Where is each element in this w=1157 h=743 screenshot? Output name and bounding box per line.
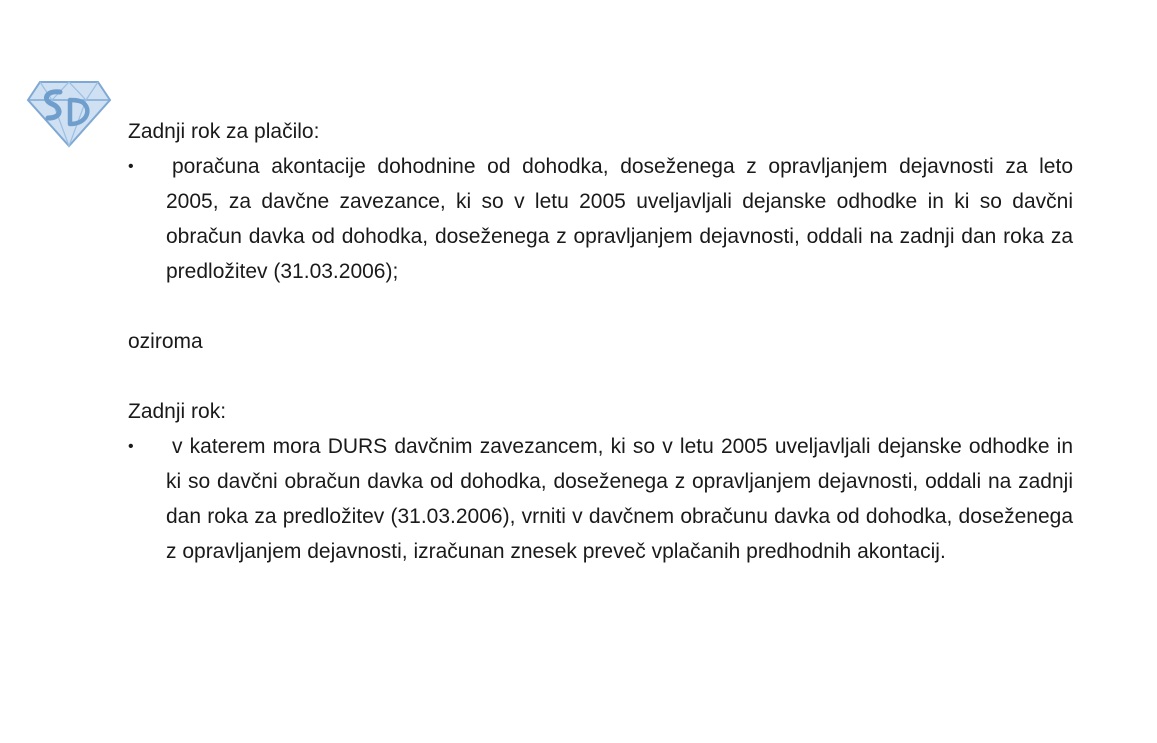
section-heading-deadline: Zadnji rok: <box>128 400 227 423</box>
bullet-icon: • <box>128 438 134 455</box>
bullet-item <box>128 149 1073 289</box>
separator-text: oziroma <box>128 330 203 353</box>
document-body <box>128 114 1073 569</box>
bullet-text: poračuna akontacije dohodnine od dohodka, doseženega z opravljanjem dejavnosti za leto 2005, za davčne zavezance, ki so v letu 2005 uveljavljali dejanske odhodke in ki so davčni obračun davka od dohodka, doseženega z opravljanjem dejavnosti, oddali na zadnji dan roka za predložitev (31.03.2006); <box>166 155 1073 283</box>
bullet-text: v katerem mora DURS davčnim zavezancem, ki so v letu 2005 uveljavljali dejanske odhodke in ki so davčni obračun davka od dohodka, doseženega z opravljanjem dejavnosti, oddali na zadnji dan roka za predložitev (31.03.2006), vrniti v davčnem obračunu davka od dohodka, doseženega z opravljanjem dejavnosti, izračunan znesek preveč vplačanih predhodnih akontacij. <box>166 435 1073 563</box>
bullet-icon: • <box>128 158 134 175</box>
section-heading-payment-deadline: Zadnji rok za plačilo: <box>128 120 320 143</box>
sd-logo-icon <box>26 78 112 148</box>
bullet-item <box>128 429 1073 569</box>
